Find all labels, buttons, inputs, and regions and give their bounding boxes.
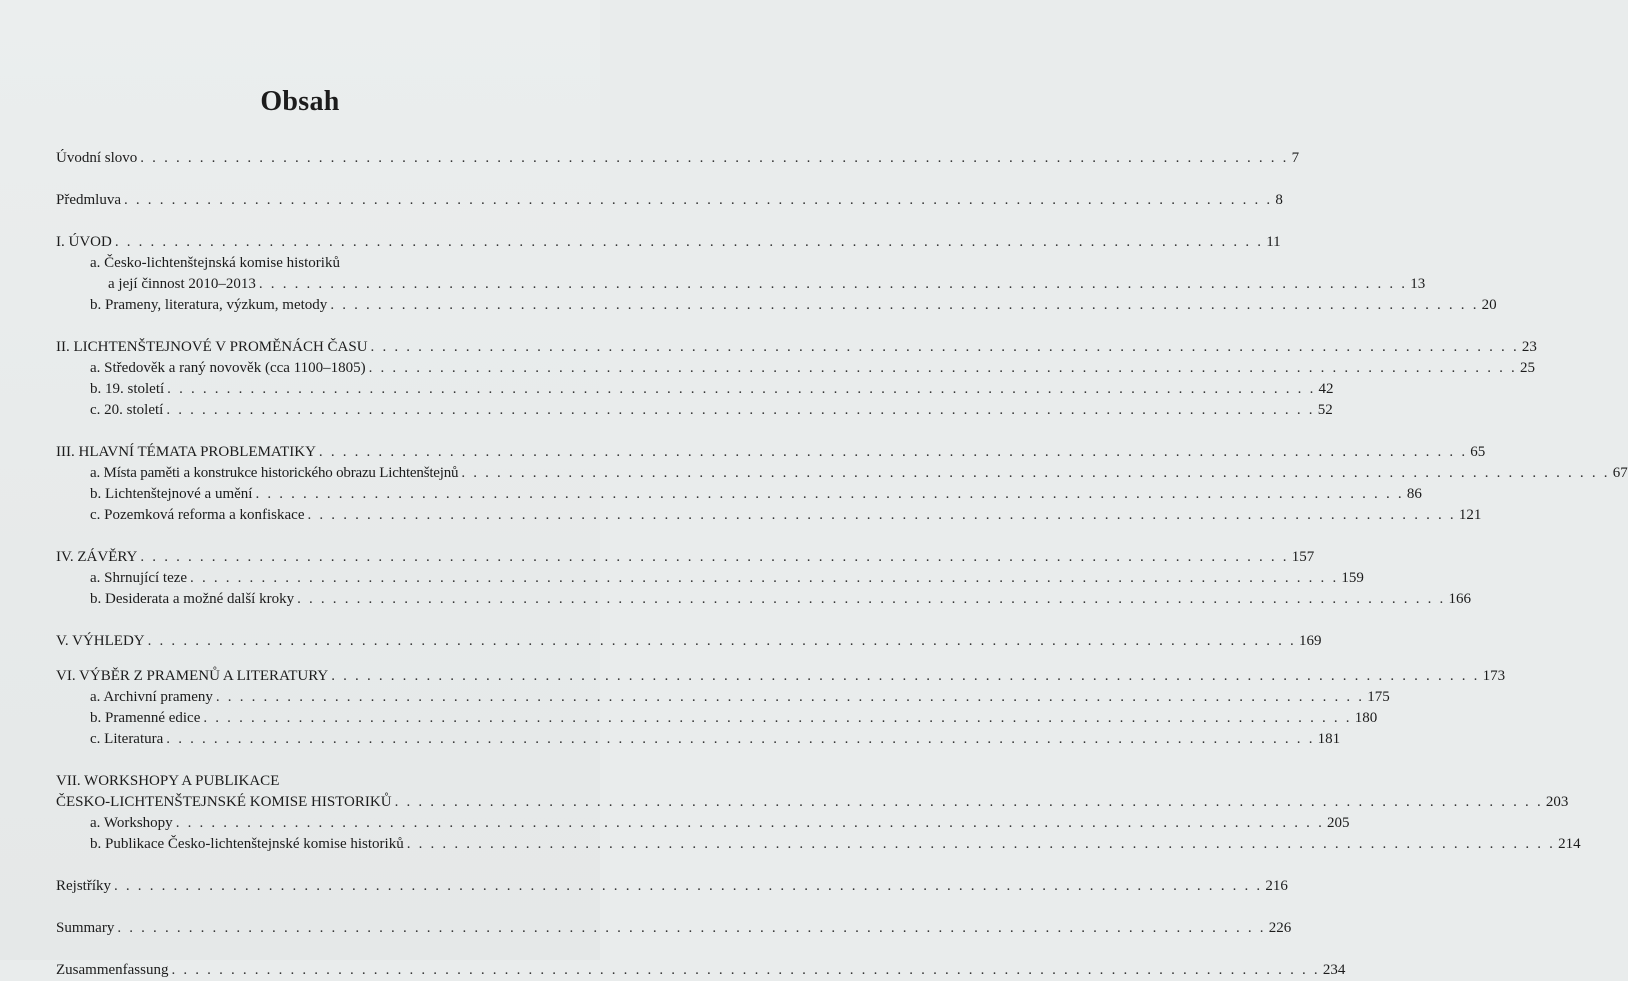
toc-page-number: 42: [1318, 381, 1334, 397]
toc-entry-title: c. Pozemková reforma a konfiskace: [90, 507, 305, 523]
toc-page-number: 121: [1458, 507, 1482, 523]
toc-page-number: 8: [1275, 192, 1283, 208]
toc-page-number: 214: [1558, 836, 1581, 852]
toc-page-number: 7: [1291, 150, 1300, 166]
toc-page-number: 216: [1265, 878, 1288, 894]
toc-page-number: 181: [1317, 731, 1341, 747]
toc-entry-title: a. Workshopy: [90, 815, 173, 831]
toc-subentry-7a: [56, 813, 1350, 834]
toc-page-number: 20: [1481, 297, 1497, 313]
toc-leader-dots: . . . . . . . . . . . . . . . . . . . . . . . . . . . . . . . . . . . . . . . . . . . . . . . . . . . . . . . . . . . . . . . . . . . . . . . . . . . . . . . . . . . . . . . . . . . . . . . . .: [318, 444, 1468, 460]
toc-leader-dots: . . . . . . . . . . . . . . . . . . . . . . . . . . . . . . . . . . . . . . . . . . . . . . . . . . . . . . . . . . . . . . . . . . . . . . . . . . . . . . . . . . . . . . . . . . . . . . . . .: [394, 794, 1543, 810]
toc-subentry-1a-line2: [56, 274, 1426, 295]
toc-section-1: [56, 232, 1281, 253]
toc-entry-summary: [56, 918, 1292, 939]
toc-leader-dots: . . . . . . . . . . . . . . . . . . . . . . . . . . . . . . . . . . . . . . . . . . . . . . . . . . . . . . . . . . . . . . . . . . . . . . . . . . . . . . . . . . . . . . . . . . . . . . . . .: [461, 465, 1610, 481]
toc-page-number: 67: [1612, 465, 1628, 481]
toc-entry-title: Rejstříky: [56, 878, 111, 894]
toc-page-number: 175: [1367, 689, 1390, 705]
toc-subentry-7b: [56, 834, 1581, 855]
toc-entry-title: c. 20. století: [90, 402, 164, 418]
toc-entry-title: Zusammenfassung: [56, 962, 169, 978]
toc-page-number: 159: [1341, 570, 1364, 586]
toc-entry-title: a. Středověk a raný novověk (cca 1100–1805): [90, 360, 366, 376]
toc-subentry-1a-line1: a. Česko-lichtenštejnská komise historiků: [90, 255, 340, 271]
toc-entry-title: VI. VÝBĚR Z PRAMENŮ A LITERATURY: [56, 668, 329, 684]
toc-entry-title: ČESKO-LICHTENŠTEJNSKÉ KOMISE HISTORIKŮ: [56, 794, 392, 810]
toc-leader-dots: . . . . . . . . . . . . . . . . . . . . . . . . . . . . . . . . . . . . . . . . . . . . . . . . . . . . . . . . . . . . . . . . . . . . . . . . . . . . . . . . . . . . . . . . . . . . . . . . .: [203, 710, 1352, 726]
toc-entry-title: V. VÝHLEDY: [56, 633, 145, 649]
toc-entry-title: a. Shrnující teze: [90, 570, 188, 586]
toc-entry-title: IV. ZÁVĚRY: [56, 549, 138, 565]
toc-entry-predmluva: [56, 190, 1283, 211]
toc-leader-dots: . . . . . . . . . . . . . . . . . . . . . . . . . . . . . . . . . . . . . . . . . . . . . . . . . . . . . . . . . . . . . . . . . . . . . . . . . . . . . . . . . . . . . . . . . . . . . . . . .: [166, 402, 1315, 418]
toc-subentry-6b: [56, 708, 1378, 729]
toc-subentry-6a: [56, 687, 1390, 708]
toc-subentry-3b: [56, 484, 1422, 505]
toc-leader-dots: . . . . . . . . . . . . . . . . . . . . . . . . . . . . . . . . . . . . . . . . . . . . . . . . . . . . . . . . . . . . . . . . . . . . . . . . . . . . . . . . . . . . . . . . . . . . . . . . .: [370, 339, 1519, 355]
toc-entry-title: a. Archivní prameny: [90, 689, 213, 705]
toc-subentry-2b: [56, 379, 1334, 400]
toc-page-number: 157: [1291, 549, 1315, 565]
page-title: Obsah: [260, 86, 340, 117]
toc-leader-dots: . . . . . . . . . . . . . . . . . . . . . . . . . . . . . . . . . . . . . . . . . . . . . . . . . . . . . . . . . . . . . . . . . . . . . . . . . . . . . . . . . . . . . . . . . . . . . . . . .: [166, 731, 1315, 747]
toc-entry-title: I. ÚVOD: [56, 234, 112, 250]
toc-leader-dots: . . . . . . . . . . . . . . . . . . . . . . . . . . . . . . . . . . . . . . . . . . . . . . . . . . . . . . . . . . . . . . . . . . . . . . . . . . . . . . . . . . . . . . . . . . . . . . . . .: [140, 549, 1289, 565]
toc-entry-title: a. Místa paměti a konstrukce historického obrazu Lichtenštejnů: [90, 465, 459, 481]
toc-leader-dots: . . . . . . . . . . . . . . . . . . . . . . . . . . . . . . . . . . . . . . . . . . . . . . . . . . . . . . . . . . . . . . . . . . . . . . . . . . . . . . . . . . . . . . . . . . . . . . . . .: [297, 591, 1446, 607]
toc-section-7-line2: [56, 792, 1569, 813]
toc-page-number: 234: [1322, 962, 1346, 978]
toc-subentry-2c: [56, 400, 1333, 421]
toc-page-number: 180: [1354, 710, 1378, 726]
toc-entry-title: a její činnost 2010–2013: [108, 276, 256, 292]
toc-section-7-line1: VII. WORKSHOPY A PUBLIKACE: [56, 773, 280, 789]
toc-leader-dots: . . . . . . . . . . . . . . . . . . . . . . . . . . . . . . . . . . . . . . . . . . . . . . . . . . . . . . . . . . . . . . . . . . . . . . . . . . . . . . . . . . . . . . . . . . . . . . . . .: [124, 192, 1273, 208]
toc-page-number: 169: [1298, 633, 1322, 649]
toc-leader-dots: . . . . . . . . . . . . . . . . . . . . . . . . . . . . . . . . . . . . . . . . . . . . . . . . . . . . . . . . . . . . . . . . . . . . . . . . . . . . . . . . . . . . . . . . . . . . . . . . .: [175, 815, 1325, 831]
toc-entry-title: Předmluva: [56, 192, 121, 208]
toc-leader-dots: . . . . . . . . . . . . . . . . . . . . . . . . . . . . . . . . . . . . . . . . . . . . . . . . . . . . . . . . . . . . . . . . . . . . . . . . . . . . . . . . . . . . . . . . . . . . . . . . .: [114, 234, 1264, 250]
toc-page-number: 11: [1266, 234, 1281, 250]
toc-leader-dots: . . . . . . . . . . . . . . . . . . . . . . . . . . . . . . . . . . . . . . . . . . . . . . . . . . . . . . . . . . . . . . . . . . . . . . . . . . . . . . . . . . . . . . . . . . . . . . . . .: [330, 297, 1479, 313]
toc-subentry-1b: [56, 295, 1497, 316]
toc-page-number: 65: [1470, 444, 1486, 460]
toc-leader-dots: . . . . . . . . . . . . . . . . . . . . . . . . . . . . . . . . . . . . . . . . . . . . . . . . . . . . . . . . . . . . . . . . . . . . . . . . . . . . . . . . . . . . . . . . . . . . . . . . .: [215, 689, 1365, 705]
toc-entry-title: b. Desiderata a možné další kroky: [90, 591, 295, 607]
toc-page-number: 203: [1545, 794, 1569, 810]
toc-page-number: 23: [1521, 339, 1537, 355]
toc-subentry-6c: [56, 729, 1341, 750]
toc-leader-dots: . . . . . . . . . . . . . . . . . . . . . . . . . . . . . . . . . . . . . . . . . . . . . . . . . . . . . . . . . . . . . . . . . . . . . . . . . . . . . . . . . . . . . . . . . . . . . . . . .: [171, 962, 1320, 978]
toc-subentry-3c: [56, 505, 1482, 526]
toc-page-number: 86: [1406, 486, 1422, 502]
toc-page-number: 52: [1317, 402, 1333, 418]
toc-leader-dots: . . . . . . . . . . . . . . . . . . . . . . . . . . . . . . . . . . . . . . . . . . . . . . . . . . . . . . . . . . . . . . . . . . . . . . . . . . . . . . . . . . . . . . . . . . . . . . . . .: [307, 507, 1456, 523]
toc-entry-title: b. Publikace Česko-lichtenštejnské komise historiků: [90, 836, 404, 852]
toc-entry-zusammenfassung: [56, 960, 1346, 981]
toc-section-4: [56, 547, 1315, 568]
toc-leader-dots: . . . . . . . . . . . . . . . . . . . . . . . . . . . . . . . . . . . . . . . . . . . . . . . . . . . . . . . . . . . . . . . . . . . . . . . . . . . . . . . . . . . . . . . . . . . . . . . . .: [331, 668, 1480, 684]
toc-page-number: 166: [1448, 591, 1471, 607]
toc-entry-title: III. HLAVNÍ TÉMATA PROBLEMATIKY: [56, 444, 316, 460]
toc-entry-title: II. LICHTENŠTEJNOVÉ V PROMĚNÁCH ČASU: [56, 339, 368, 355]
toc-leader-dots: . . . . . . . . . . . . . . . . . . . . . . . . . . . . . . . . . . . . . . . . . . . . . . . . . . . . . . . . . . . . . . . . . . . . . . . . . . . . . . . . . . . . . . . . . . . . . . . . .: [406, 836, 1556, 852]
toc-subentry-2a: [56, 358, 1535, 379]
toc-section-2: [56, 337, 1537, 358]
toc-leader-dots: . . . . . . . . . . . . . . . . . . . . . . . . . . . . . . . . . . . . . . . . . . . . . . . . . . . . . . . . . . . . . . . . . . . . . . . . . . . . . . . . . . . . . . . . . . . . . . . . .: [140, 150, 1289, 166]
toc-entry-title: c. Literatura: [90, 731, 164, 747]
table-of-contents: [56, 148, 1628, 981]
toc-entry-uvodni-slovo: [56, 148, 1300, 169]
toc-leader-dots: . . . . . . . . . . . . . . . . . . . . . . . . . . . . . . . . . . . . . . . . . . . . . . . . . . . . . . . . . . . . . . . . . . . . . . . . . . . . . . . . . . . . . . . . . . . . . . . . .: [167, 381, 1316, 397]
toc-subentry-4a: [56, 568, 1364, 589]
toc-leader-dots: . . . . . . . . . . . . . . . . . . . . . . . . . . . . . . . . . . . . . . . . . . . . . . . . . . . . . . . . . . . . . . . . . . . . . . . . . . . . . . . . . . . . . . . . . . . . . . . . .: [368, 360, 1517, 376]
toc-entry-title: b. Prameny, literatura, výzkum, metody: [90, 297, 328, 313]
toc-subentry-4b: [56, 589, 1471, 610]
toc-page-number: 205: [1327, 815, 1350, 831]
toc-section-3: [56, 442, 1486, 463]
toc-page-number: 173: [1482, 668, 1506, 684]
toc-leader-dots: . . . . . . . . . . . . . . . . . . . . . . . . . . . . . . . . . . . . . . . . . . . . . . . . . . . . . . . . . . . . . . . . . . . . . . . . . . . . . . . . . . . . . . . . . . . . . . . . .: [117, 920, 1266, 936]
toc-section-6: [56, 666, 1506, 687]
toc-leader-dots: . . . . . . . . . . . . . . . . . . . . . . . . . . . . . . . . . . . . . . . . . . . . . . . . . . . . . . . . . . . . . . . . . . . . . . . . . . . . . . . . . . . . . . . . . . . . . . . . .: [190, 570, 1339, 586]
toc-entry-title: b. 19. století: [90, 381, 165, 397]
toc-page-number: 226: [1268, 920, 1292, 936]
toc-section-5: [56, 631, 1322, 652]
toc-leader-dots: . . . . . . . . . . . . . . . . . . . . . . . . . . . . . . . . . . . . . . . . . . . . . . . . . . . . . . . . . . . . . . . . . . . . . . . . . . . . . . . . . . . . . . . . . . . . . . . . .: [258, 276, 1408, 292]
toc-page-number: 25: [1519, 360, 1535, 376]
toc-leader-dots: . . . . . . . . . . . . . . . . . . . . . . . . . . . . . . . . . . . . . . . . . . . . . . . . . . . . . . . . . . . . . . . . . . . . . . . . . . . . . . . . . . . . . . . . . . . . . . . . .: [255, 486, 1404, 502]
toc-entry-title: Summary: [56, 920, 115, 936]
toc-entry-rejstriky: [56, 876, 1288, 897]
toc-leader-dots: . . . . . . . . . . . . . . . . . . . . . . . . . . . . . . . . . . . . . . . . . . . . . . . . . . . . . . . . . . . . . . . . . . . . . . . . . . . . . . . . . . . . . . . . . . . . . . . . .: [114, 878, 1263, 894]
toc-subentry-3a: [56, 463, 1628, 484]
toc-entry-title: b. Lichtenštejnové a umění: [90, 486, 253, 502]
toc-entry-title: Úvodní slovo: [56, 150, 138, 166]
toc-page-number: 13: [1410, 276, 1426, 292]
toc-leader-dots: . . . . . . . . . . . . . . . . . . . . . . . . . . . . . . . . . . . . . . . . . . . . . . . . . . . . . . . . . . . . . . . . . . . . . . . . . . . . . . . . . . . . . . . . . . . . . . . . .: [147, 633, 1296, 649]
toc-entry-title: b. Pramenné edice: [90, 710, 201, 726]
